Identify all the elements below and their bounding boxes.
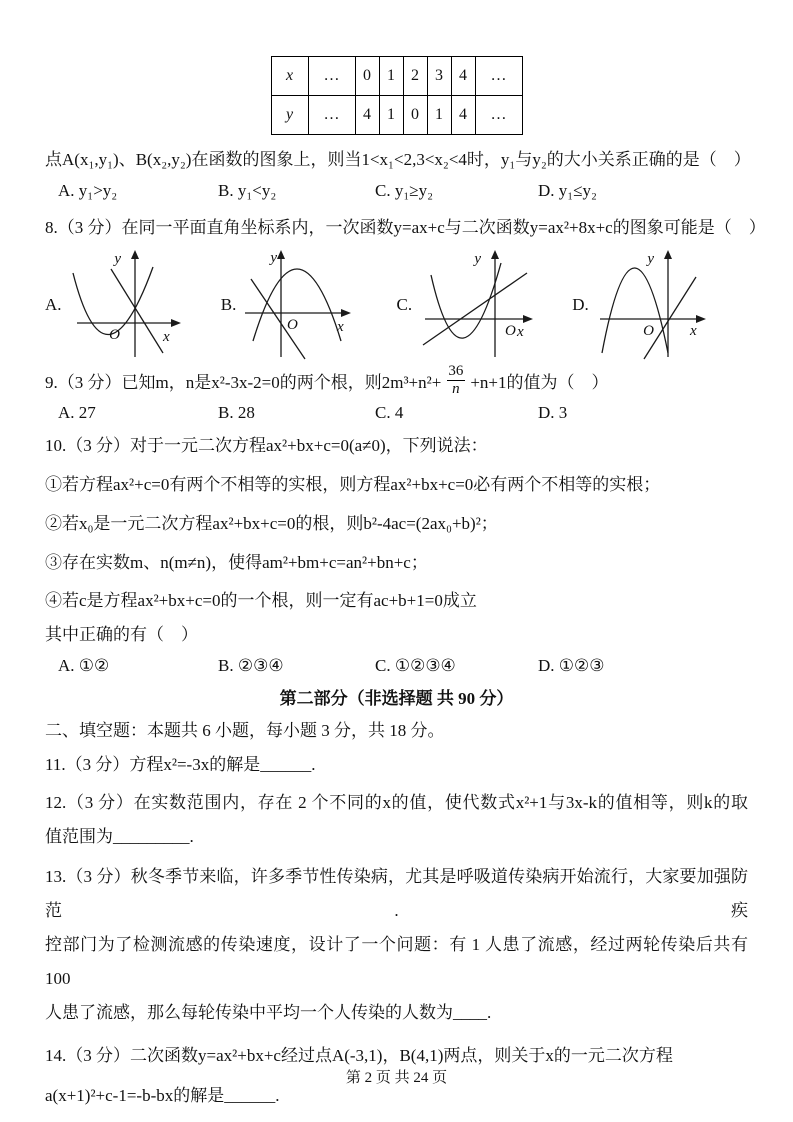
table-cell: 0: [355, 57, 379, 96]
q13-line-3: 人患了流感，那么每轮传染中平均一个人传染的人数为____.: [45, 1002, 492, 1022]
option-a: A. 27: [58, 402, 96, 422]
option-d: D. ①②③: [538, 655, 605, 675]
q14-line-1: 14.（3 分）二次函数y=ax²+bx+c经过点A(-3,1)，B(4,1)两点，则关于x的一元二次方程: [45, 1045, 673, 1065]
q8-graph-d-label: D.: [572, 295, 589, 314]
origin-label: O: [287, 317, 299, 333]
x-axis-arrow: [523, 315, 533, 323]
fill-in-section-title: 二、填空题：本题共 6 小题，每小题 3 分，共 18 分。: [45, 720, 445, 740]
table-cell: 1: [379, 57, 403, 96]
table-cell: 4: [451, 57, 475, 96]
table-cell: …: [308, 57, 355, 96]
table-cell: 3: [427, 57, 451, 96]
question-12: [45, 786, 748, 854]
origin-label: O: [505, 323, 516, 339]
table-cell: 4: [355, 96, 379, 135]
graph-a-plot: [65, 249, 190, 361]
table-cell: …: [475, 96, 522, 135]
fraction-numerator: 36: [448, 363, 464, 379]
graph-d-plot: [592, 249, 717, 361]
x-axis-label: x: [162, 329, 170, 345]
q13-line-2: 控部门为了检测流感的传染速度，设计了一个问题：有 1 人患了流感，经过两轮传染后共有 100: [45, 934, 748, 988]
line-curve: [644, 277, 696, 359]
x-axis-arrow: [341, 309, 351, 317]
q9-stem-pre: 9.（3 分）已知m，n是x²-3x-2=0的两个根，则2m³+n²+: [45, 373, 442, 393]
question-7-stem: 点A(x₁,y₁)、B(x₂,y₂)在函数的图象上，则当1<x₁<2,3<x₂<4时，y₁与y₂的大小关系正确的是（ ）: [45, 150, 751, 169]
q8-graph-b-label: B.: [220, 295, 237, 314]
graph-b-plot: [239, 249, 364, 361]
xy-values-table: [271, 56, 523, 135]
fraction-denominator: n: [447, 380, 465, 398]
y-axis-label: y: [647, 251, 654, 267]
q12-line-1: 12.（3 分）在实数范围内，存在 2 个不同的x的值，使代数式x²+1与3x-k的值相等，则k的取: [45, 792, 748, 812]
origin-label: O: [642, 323, 654, 339]
option-b: B. ②③④: [218, 655, 284, 675]
question-10-options: [45, 656, 748, 676]
parabola-curve: [602, 268, 668, 353]
question-9-stem: [45, 363, 748, 399]
page-footer: 第 2 页 共 24 页: [345, 1070, 448, 1086]
table-cell: 1: [427, 96, 451, 135]
q9-fraction: [444, 363, 467, 399]
q9-stem-post: +n+1的值为（ ）: [470, 373, 609, 393]
question-10-stem: 10.（3 分）对于一元二次方程ax²+bx+c=0(a≠0)，下列说法：: [45, 435, 488, 455]
question-7-options: [45, 181, 748, 201]
q10-statement-1: ①若方程ax²+c=0有两个不相等的实根，则方程ax²+bx+c=0必有两个不相等的实根；: [45, 474, 661, 494]
option-a: A. y₁>y₂: [58, 181, 118, 200]
y-axis-label: y: [113, 251, 121, 267]
question-11-stem: 11.（3 分）方程x²=-3x的解是______.: [45, 754, 316, 774]
parabola-curve: [73, 267, 153, 335]
parabola-curve: [431, 263, 501, 338]
question-13: [45, 860, 748, 1030]
q8-graph-c: [397, 249, 573, 361]
y-axis-arrow: [131, 250, 139, 259]
q8-graph-c-label: C.: [396, 295, 413, 314]
question-8-graphs: [45, 249, 748, 361]
q10-statement-2: ②若x₀是一元二次方程ax²+bx+c=0的根，则b²-4ac=(2ax₀+b)²；: [45, 513, 498, 533]
option-b: B. 28: [218, 402, 255, 422]
q8-graph-a: [45, 249, 221, 361]
x-axis-arrow: [171, 319, 181, 327]
option-a: A. ①②: [58, 655, 110, 675]
q13-line-1: 13.（3 分）秋冬季节来临，许多季节性传染病，尤其是呼吸道传染病开始流行，大家要加强防范.疾: [45, 866, 748, 920]
option-c: C. ①②③④: [375, 655, 456, 675]
option-b: B. y₁<y₂: [218, 181, 277, 200]
q14-line-2: a(x+1)²+c-1=-b-bx的解是______.: [45, 1085, 280, 1105]
y-axis-arrow: [664, 250, 672, 259]
q8-graph-d: [572, 249, 748, 361]
table-row: [271, 57, 522, 96]
origin-label: O: [108, 327, 120, 343]
x-axis-label: x: [517, 324, 524, 340]
table-cell: …: [475, 57, 522, 96]
q8-graph-b: [221, 249, 397, 361]
table-cell: 0: [403, 96, 427, 135]
table-cell: 1: [379, 96, 403, 135]
q10-statement-4: ④若c是方程ax²+bx+c=0的一个根，则一定有ac+b+1=0成立: [45, 590, 477, 610]
y-axis-label: y: [270, 250, 278, 266]
option-d: D. y₁≤y₂: [538, 181, 597, 200]
y-axis-arrow: [277, 250, 285, 259]
q10-statement-5: 其中正确的有（ ）: [45, 624, 198, 644]
table-row: [271, 96, 522, 135]
question-9-options: [45, 403, 748, 423]
x-axis-arrow: [696, 315, 706, 323]
option-c: C. y₁≥y₂: [375, 181, 434, 200]
table-cell: …: [308, 96, 355, 135]
table-cell: x: [271, 57, 308, 96]
table-cell: 2: [403, 57, 427, 96]
table-cell: y: [271, 96, 308, 135]
option-c: C. 4: [375, 402, 404, 422]
question-8-stem: 8.（3 分）在同一平面直角坐标系内，一次函数y=ax+c与二次函数y=ax²+8x+c的图象可能是（ ）: [45, 218, 766, 237]
table-cell: 4: [451, 96, 475, 135]
graph-c-plot: [415, 249, 540, 361]
y-axis-arrow: [491, 250, 499, 259]
q8-graph-a-label: A.: [45, 295, 62, 314]
q12-line-2: 值范围为_________.: [45, 826, 194, 846]
option-d: D. 3: [538, 402, 568, 422]
q10-statement-3: ③存在实数m、n(m≠n)，使得am²+bm+c=an²+bn+c；: [45, 552, 428, 572]
section-2-header: 第二部分（非选择题 共 90 分）: [279, 688, 514, 708]
y-axis-label: y: [474, 251, 482, 267]
x-axis-label: x: [689, 323, 697, 339]
x-axis-label: x: [337, 319, 345, 335]
